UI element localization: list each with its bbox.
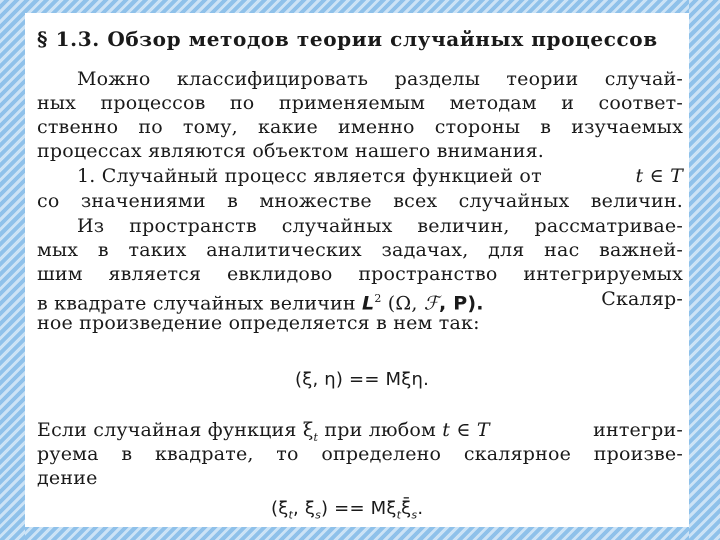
formula-2-rhs: ) == Mξ [321,498,397,519]
paragraph-1-line-3: ственно по тому, какие именно стороны в изучаемых [37,116,683,138]
decorative-frame-top [0,0,720,13]
paragraph-2-line-5: ное произведение определяется в нем так: [37,312,480,334]
paragraph-3-line-1-mid: при любом [324,419,437,441]
paragraph-3-line-1-end: интегри- [593,419,683,441]
paragraph-1-line-4: процессах являются объектом нашего внимания. [37,140,545,162]
formula-2-sub-s2: s [411,508,418,522]
item-1-line-1 [77,166,683,186]
math-element-of-2: ∈ [456,419,471,441]
math-L-space: L [362,292,375,315]
paragraph-3-line-3: дение [37,467,98,489]
decorative-frame-bottom [0,527,720,540]
book-page-scan [25,13,689,527]
math-sigma-algebra-F: ℱ [423,292,439,315]
math-variable-t: t [635,165,644,187]
paragraph-1-line-1: Можно классифицировать разделы теории случай- [77,68,683,90]
section-heading: § 1.3. Обзор методов теории случайных процессов [37,27,658,51]
item-1-text: 1. Случайный процесс является функцией от [77,165,542,187]
math-element-of: ∈ [649,165,664,187]
formula-2-sub-s: s [315,508,322,522]
paragraph-2-line-4-text: в квадрате случайных величин [37,292,356,315]
math-subscript-t: t [313,430,319,444]
paragraph-2-line-3: шим является евклидово пространство интегрируемых [37,263,683,285]
math-superscript-2: 2 [374,292,382,305]
math-variable-T-2: T [476,419,490,441]
math-probability-P: , P). [439,292,484,315]
math-variable-T: T [670,165,683,187]
formula-scalar-product-2 [271,499,423,526]
paragraph-2-line-2: мых в таких аналитических задачах, для нас важней- [37,239,683,261]
math-omega: (Ω, [387,292,418,315]
paragraph-3-line-1-text: Если случайная функция [37,419,297,441]
decorative-frame-right [689,0,720,540]
formula-2-xi-bar: ξ̄ [401,498,412,519]
paragraph-2-line-1: Из пространств случайных величин, рассматривае- [77,215,683,237]
formula-2-end: . [417,498,424,519]
item-1-line-2: со значениями в множестве всех случайных величин. [37,190,683,212]
formula-2-sub-t: t [288,508,293,522]
formula-2-mid: , ξ [292,498,316,519]
paragraph-2-line-4 [37,289,683,313]
paragraph-3-line-2: руема в квадрате, то определено скалярное произве- [37,443,683,465]
formula-2-open: (ξ [271,498,289,519]
math-xi: ξ [302,419,314,441]
decorative-frame-left [0,0,25,540]
formula-2-sub-t2: t [396,508,402,522]
math-variable-t-2: t [442,419,451,441]
formula-scalar-product-1: (ξ, η) == Mξη. [295,369,430,390]
paragraph-1-line-2: ных процессов по применяемым методам и соответ- [37,92,683,114]
paragraph-2-line-4-end: Скаляр- [601,288,683,310]
